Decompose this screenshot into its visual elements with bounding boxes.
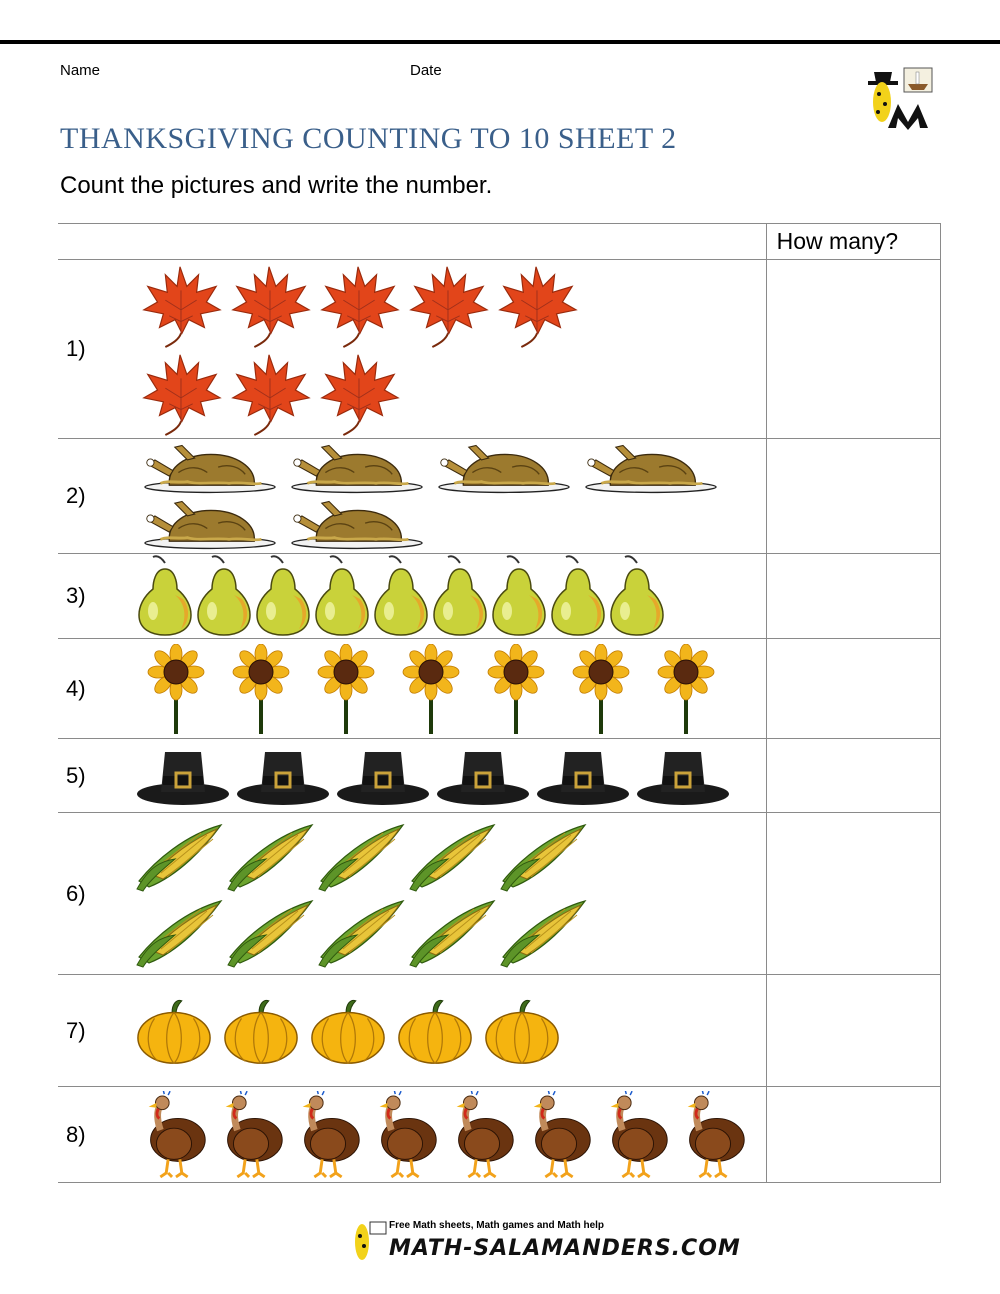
corn-cob-icon	[408, 818, 498, 894]
maple-leaf-icon	[224, 261, 314, 349]
pear-icon	[312, 555, 372, 637]
picture-line	[127, 349, 765, 437]
answer-box[interactable]	[766, 813, 940, 975]
turkey-bird-icon	[366, 1091, 444, 1179]
picture-group	[127, 1087, 766, 1183]
pear-icon	[135, 555, 195, 637]
roast-turkey-icon	[576, 440, 726, 496]
answer-box[interactable]	[766, 739, 940, 813]
maple-leaf-icon	[491, 261, 581, 349]
how-many-header: How many?	[766, 224, 940, 260]
turkey-bird-icon	[674, 1091, 752, 1179]
footer-site-link[interactable]: MATH-SALAMANDERS.COM	[389, 1236, 741, 1261]
pear-icon	[548, 555, 608, 637]
answer-box[interactable]	[766, 1087, 940, 1183]
pumpkin-icon	[483, 996, 561, 1066]
table-row	[58, 639, 941, 739]
pilgrim-hat-icon	[635, 746, 731, 806]
picture-line	[127, 644, 765, 734]
corn-cob-icon	[408, 894, 498, 970]
answer-box[interactable]	[766, 260, 940, 439]
picture-group	[127, 975, 766, 1087]
corn-cob-icon	[317, 818, 407, 894]
question-number: 2)	[58, 439, 127, 554]
table-row	[58, 554, 941, 639]
picture-line	[127, 894, 765, 970]
instructions: Count the pictures and write the number.	[60, 172, 493, 199]
date-label: Date	[410, 62, 442, 79]
maple-leaf-icon	[135, 349, 225, 437]
question-number: 8)	[58, 1087, 127, 1183]
corn-cob-icon	[317, 894, 407, 970]
corn-cob-icon	[226, 894, 316, 970]
sunflower-icon	[135, 644, 217, 734]
top-rule	[0, 40, 1000, 44]
maple-leaf-icon	[313, 349, 403, 437]
roast-turkey-icon	[282, 496, 432, 552]
answer-box[interactable]	[766, 554, 940, 639]
picture-line	[127, 818, 765, 894]
pilgrim-hat-icon	[335, 746, 431, 806]
pear-icon	[253, 555, 313, 637]
corn-cob-icon	[135, 818, 225, 894]
roast-turkey-icon	[282, 440, 432, 496]
table-header-row	[58, 224, 941, 260]
table-row	[58, 813, 941, 975]
pear-icon	[194, 555, 254, 637]
table-row	[58, 1087, 941, 1183]
question-number: 4)	[58, 639, 127, 739]
sunflower-icon	[390, 644, 472, 734]
pumpkin-icon	[309, 996, 387, 1066]
corn-cob-icon	[226, 818, 316, 894]
sunflower-icon	[220, 644, 302, 734]
picture-group	[127, 439, 766, 554]
counting-table	[58, 223, 941, 1183]
picture-line	[127, 440, 765, 496]
picture-group	[127, 813, 766, 975]
picture-line	[127, 1091, 765, 1179]
pumpkin-icon	[396, 996, 474, 1066]
pumpkin-icon	[222, 996, 300, 1066]
sunflower-icon	[645, 644, 727, 734]
picture-line	[127, 496, 765, 552]
picture-line	[127, 996, 765, 1066]
picture-group	[127, 260, 766, 439]
picture-group	[127, 639, 766, 739]
picture-group	[127, 554, 766, 639]
page-title: THANKSGIVING COUNTING TO 10 SHEET 2	[60, 122, 677, 155]
table-row	[58, 260, 941, 439]
question-number: 5)	[58, 739, 127, 813]
question-number: 1)	[58, 260, 127, 439]
table-row	[58, 439, 941, 554]
pear-icon	[371, 555, 431, 637]
footer-tagline: Free Math sheets, Math games and Math help	[389, 1220, 605, 1231]
table-row	[58, 975, 941, 1087]
pear-icon	[489, 555, 549, 637]
turkey-bird-icon	[443, 1091, 521, 1179]
pilgrim-hat-icon	[135, 746, 231, 806]
corn-cob-icon	[499, 818, 589, 894]
pear-icon	[430, 555, 490, 637]
pear-icon	[607, 555, 667, 637]
salamander-logo	[862, 64, 942, 130]
roast-turkey-icon	[135, 440, 285, 496]
sunflower-icon	[475, 644, 557, 734]
turkey-bird-icon	[520, 1091, 598, 1179]
turkey-bird-icon	[212, 1091, 290, 1179]
maple-leaf-icon	[224, 349, 314, 437]
corn-cob-icon	[135, 894, 225, 970]
maple-leaf-icon	[402, 261, 492, 349]
question-number: 6)	[58, 813, 127, 975]
picture-line	[127, 261, 765, 349]
turkey-bird-icon	[597, 1091, 675, 1179]
picture-line	[127, 746, 765, 806]
picture-group	[127, 739, 766, 813]
picture-line	[127, 555, 765, 637]
maple-leaf-icon	[313, 261, 403, 349]
question-number: 3)	[58, 554, 127, 639]
question-number: 7)	[58, 975, 127, 1087]
pumpkin-icon	[135, 996, 213, 1066]
answer-box[interactable]	[766, 975, 940, 1087]
sunflower-icon	[560, 644, 642, 734]
answer-box[interactable]	[766, 639, 940, 739]
table-row	[58, 739, 941, 813]
name-label: Name	[60, 62, 101, 79]
turkey-bird-icon	[289, 1091, 367, 1179]
pilgrim-hat-icon	[535, 746, 631, 806]
maple-leaf-icon	[135, 261, 225, 349]
sunflower-icon	[305, 644, 387, 734]
pilgrim-hat-icon	[435, 746, 531, 806]
roast-turkey-icon	[135, 496, 285, 552]
corn-cob-icon	[499, 894, 589, 970]
roast-turkey-icon	[429, 440, 579, 496]
pilgrim-hat-icon	[235, 746, 331, 806]
answer-box[interactable]	[766, 439, 940, 554]
turkey-bird-icon	[135, 1091, 213, 1179]
